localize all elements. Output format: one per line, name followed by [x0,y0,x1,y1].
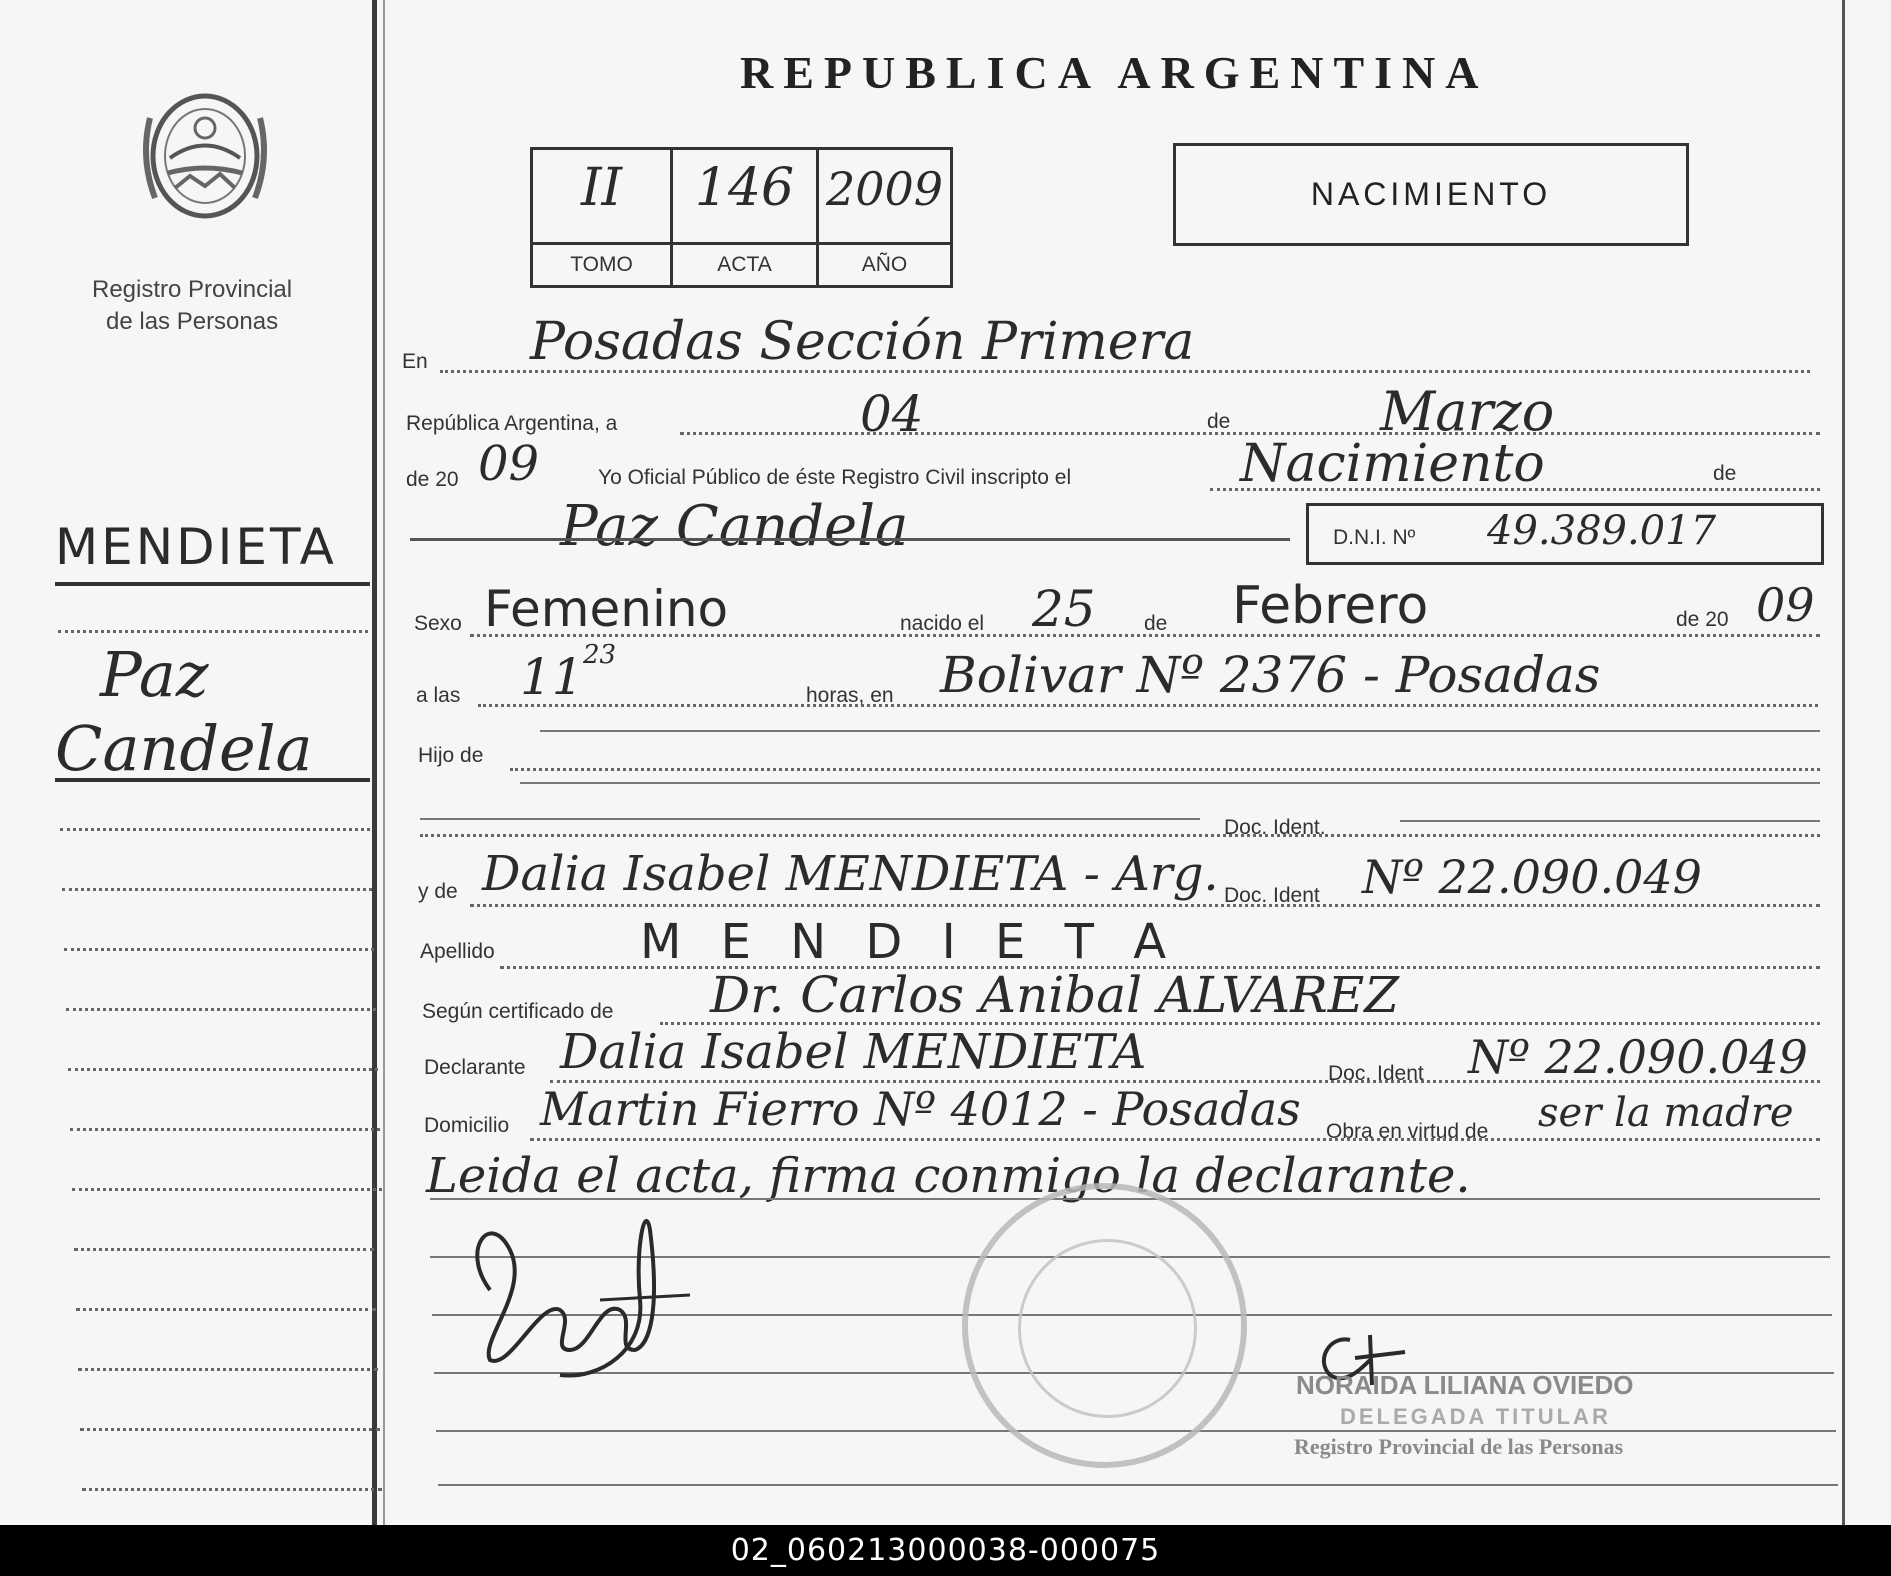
official-office: Registro Provincial de las Personas [1294,1434,1624,1459]
anio-label: AÑO [819,242,950,285]
label-domicilio: Domicilio [424,1114,510,1137]
registry-name-line1: Registro Provincial [92,276,293,303]
label-de-20: de 20 [406,468,459,491]
value-anio-sufijo: 09 [478,436,540,492]
value-cierre: Leida el acta, firma conmigo la declarante. [426,1148,1471,1204]
acta-value: 146 [694,158,795,218]
margin-given-name-2: Candela [55,712,313,785]
margin-dotted-line [72,1188,382,1191]
official-name: NORAIDA LILIANA OVIEDO [1296,1370,1634,1400]
anio-cell [819,150,950,285]
registry-name-line2: de las Personas [106,308,279,335]
margin-rule [55,778,370,782]
margin-dotted-line [62,888,372,891]
label-a-las: a las [416,684,461,707]
label-dni: D.N.I. Nº [1333,526,1416,549]
line [520,782,1820,784]
value-madre-doc: Nº 22.090.049 [1362,850,1702,904]
official-round-seal-inner [1018,1239,1197,1418]
value-hora: 11 [520,648,584,706]
line [440,370,1810,373]
value-hora-min: 23 [583,640,617,670]
file-id: 02_060213000038-000075 [730,1533,1161,1568]
label-doc-ident-2: Doc. Ident [1224,884,1320,907]
margin-dotted-line [78,1368,378,1371]
acta-label: ACTA [673,242,816,285]
label-yo-oficial: Yo Oficial Público de éste Registro Civil inscripto el [598,466,1072,489]
label-horas-en: horas, en [806,684,894,707]
value-madre: Dalia Isabel MENDIETA - Arg. [482,846,1219,902]
margin-surname: MENDIETA [55,518,337,576]
value-dni: 49.389.017 [1487,508,1717,554]
value-dia: 04 [860,385,924,443]
margin-separator [372,0,377,1525]
tomo-cell [533,150,673,285]
acta-cell [673,150,819,285]
label-declarante: Declarante [424,1056,526,1079]
label-de: de [1207,410,1231,433]
value-apellido: M E N D I E T A [640,914,1179,970]
anio-value: 2009 [825,162,944,216]
value-certificado: Dr. Carlos Anibal ALVAREZ [710,966,1399,1024]
line [420,818,1200,820]
value-lugar: Posadas Sección Primera [530,312,1195,372]
label-de-2: de [1713,462,1737,485]
margin-dotted-line [64,948,374,951]
label-doc-ident-1: Doc. Ident. [1224,816,1326,839]
declarant-signature [450,1190,710,1390]
margin-dotted-line [60,828,370,831]
label-y-de: y de [418,880,458,903]
margin-rule [55,582,370,586]
dni-box [1306,503,1824,565]
margin-dotted-line [70,1128,380,1131]
label-segun-certificado: Según certificado de [422,1000,614,1023]
line [530,1138,1820,1141]
label-nacido-el: nacido el [900,612,985,635]
tomo-value: II [580,158,623,218]
document-type: NACIMIENTO [1310,176,1552,212]
label-doc-ident-3: Doc. Ident [1328,1062,1424,1085]
margin-dotted-line [82,1488,382,1491]
margin-dotted-line [80,1428,380,1431]
footer-bar [0,1525,1891,1576]
line [540,730,1820,732]
margin-dotted-line [74,1248,374,1251]
margin-given-name-1: Paz [100,638,209,711]
value-domicilio: Martin Fierro Nº 4012 - Posadas [540,1082,1301,1136]
label-sexo: Sexo [414,612,462,635]
line [470,634,1820,637]
value-mes: Marzo [1380,380,1555,443]
line [478,704,1818,707]
label-apellido: Apellido [420,940,495,963]
margin-dotted-line [58,630,368,633]
label-obra-en-virtud: Obra en virtud de [1326,1120,1489,1143]
margin-dotted-line [68,1068,378,1071]
label-en: En [402,350,428,373]
margin-dotted-line [66,1008,376,1011]
line [420,834,1820,837]
value-inscripto: Nacimiento [1240,434,1545,494]
document-type-box [1173,143,1689,246]
value-declarante-doc: Nº 22.090.049 [1468,1030,1808,1084]
value-nacido-mes: Febrero [1232,576,1429,636]
record-number-box [530,147,953,288]
value-nacido-dia: 25 [1032,580,1096,638]
official-round-seal [962,1183,1247,1468]
margin-dotted-line [76,1308,376,1311]
value-sexo: Femenino [484,580,729,638]
line [410,538,1290,541]
margin-separator-inner [383,0,385,1525]
provincial-seal-logo [130,78,280,238]
value-nacido-anio: 09 [1756,578,1815,632]
country-title: REPUBLICA ARGENTINA [740,47,1489,98]
line [1400,820,1820,822]
official-title: DELEGADA TITULAR [1340,1404,1611,1429]
label-de-20b: de 20 [1676,608,1729,631]
value-declarante: Dalia Isabel MENDIETA [560,1024,1147,1080]
label-republica-a: República Argentina, a [406,412,618,435]
label-hijo-de: Hijo de [418,744,484,767]
line [470,904,1820,907]
line [1210,488,1820,491]
line [510,768,1820,771]
value-nombre: Paz Candela [560,494,909,559]
value-lugar-nacimiento: Bolivar Nº 2376 - Posadas [940,646,1601,704]
line [438,1484,1838,1486]
label-de-3: de [1144,612,1168,635]
right-border [1842,0,1845,1525]
value-virtud: ser la madre [1538,1090,1794,1136]
tomo-label: TOMO [533,242,670,285]
